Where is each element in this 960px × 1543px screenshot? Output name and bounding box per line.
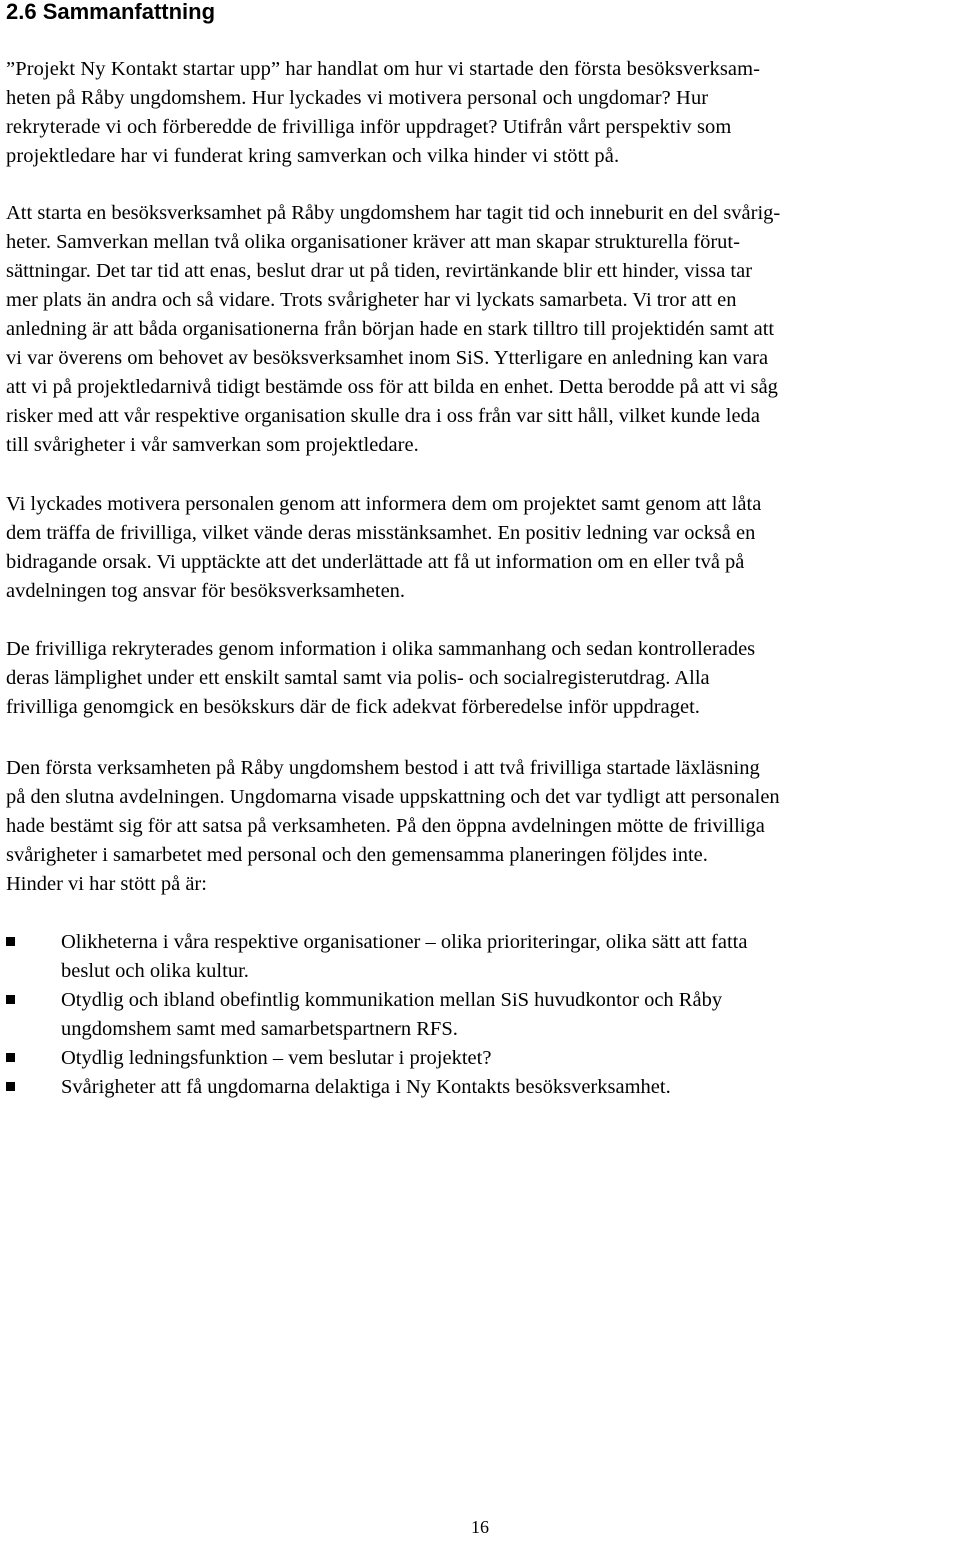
- list-item: [6, 928, 747, 986]
- square-bullet-icon: [6, 937, 15, 946]
- text-line: dem träffa de frivilliga, vilket vände deras misstänksamhet. En positiv ledning var också en: [6, 522, 756, 544]
- text-line: deras lämplighet under ett enskilt samtal samt via polis- och socialregisterutdrag. Alla: [6, 667, 710, 689]
- text-line: sättningar. Det tar tid att enas, beslut drar ut på tiden, revirtänkande blir ett hinder, vissa tar: [6, 260, 753, 282]
- page-number: 16: [471, 1517, 489, 1537]
- text-line: Olikheterna i våra respektive organisationer – olika prioriteringar, olika sätt att fatta: [61, 931, 748, 953]
- text-line: mer plats än andra och så vidare. Trots svårigheter har vi lyckats samarbeta. Vi tror att en: [6, 289, 737, 311]
- text-line: heter. Samverkan mellan två olika organisationer kräver att man skapar strukturella förut-: [6, 231, 740, 253]
- square-bullet-icon: [6, 1082, 15, 1091]
- list-item: [6, 986, 747, 1044]
- paragraph-cooperation: [6, 199, 780, 460]
- text-line: att vi på projektledarnivå tidigt bestämde oss för att bilda en enhet. Detta berodde på att vi såg: [6, 376, 778, 398]
- square-bullet-icon: [6, 1053, 15, 1062]
- paragraph-first-activity: [6, 754, 780, 899]
- paragraph-intro: [6, 55, 760, 171]
- text-line: bidragande orsak. Vi upptäckte att det underlättade att få ut information om en eller två på: [6, 551, 745, 573]
- text-line: Svårigheter att få ungdomarna delaktiga i Ny Kontakts besöksverksamhet.: [61, 1076, 671, 1098]
- text-line: Otydlig och ibland obefintlig kommunikation mellan SiS huvudkontor och Råby: [61, 989, 723, 1011]
- obstacle-list: [6, 928, 747, 1102]
- text-line: Den första verksamheten på Råby ungdomshem bestod i att två frivilliga startade läxläsning: [6, 757, 760, 779]
- text-line: vi var överens om behovet av besöksverksamhet inom SiS. Ytterligare en anledning kan vara: [6, 347, 769, 369]
- paragraph-recruitment: [6, 635, 755, 722]
- list-item: [6, 1044, 747, 1073]
- text-line: heten på Råby ungdomshem. Hur lyckades vi motivera personal och ungdomar? Hur: [6, 87, 709, 109]
- section-heading: 2.6 Sammanfattning: [6, 0, 216, 24]
- square-bullet-icon: [6, 995, 15, 1004]
- text-line: på den slutna avdelningen. Ungdomarna visade uppskattning och det var tydligt att personalen: [6, 786, 780, 808]
- text-line: ungdomshem samt med samarbetspartnern RFS.: [61, 1018, 458, 1040]
- paragraph-motivation: [6, 490, 761, 606]
- text-line: risker med att vår respektive organisation skulle dra i oss från var sitt håll, vilket kunde leda: [6, 405, 760, 427]
- text-line: Otydlig ledningsfunktion – vem beslutar i projektet?: [61, 1047, 492, 1069]
- text-line: beslut och olika kultur.: [61, 960, 249, 982]
- text-line: svårigheter i samarbetet med personal och den gemensamma planeringen följdes inte.: [6, 844, 708, 866]
- list-item: [6, 1073, 747, 1102]
- text-line: till svårigheter i vår samverkan som projektledare.: [6, 434, 419, 456]
- text-line: frivilliga genomgick en besökskurs där de fick adekvat förberedelse inför uppdraget.: [6, 696, 700, 718]
- text-line: Att starta en besöksverksamhet på Råby ungdomshem har tagit tid och inneburit en del svårig-: [6, 202, 781, 224]
- text-line: ”Projekt Ny Kontakt startar upp” har handlat om hur vi startade den första besöksverksam-: [6, 58, 761, 80]
- text-line: rekryterade vi och förberedde de frivilliga inför uppdraget? Utifrån vårt perspektiv som: [6, 116, 732, 138]
- text-line: Hinder vi har stött på är:: [6, 873, 207, 895]
- text-line: avdelningen tog ansvar för besöksverksamheten.: [6, 580, 406, 602]
- text-line: anledning är att båda organisationerna från början hade en stark tilltro till projektidén samt att: [6, 318, 775, 340]
- text-line: hade bestämt sig för att satsa på verksamheten. På den öppna avdelningen mötte de frivilliga: [6, 815, 765, 837]
- text-line: Vi lyckades motivera personalen genom att informera dem om projektet samt genom att låta: [6, 493, 762, 515]
- text-line: projektledare har vi funderat kring samverkan och vilka hinder vi stött på.: [6, 145, 620, 167]
- text-line: De frivilliga rekryterades genom information i olika sammanhang och sedan kontrollerades: [6, 638, 756, 660]
